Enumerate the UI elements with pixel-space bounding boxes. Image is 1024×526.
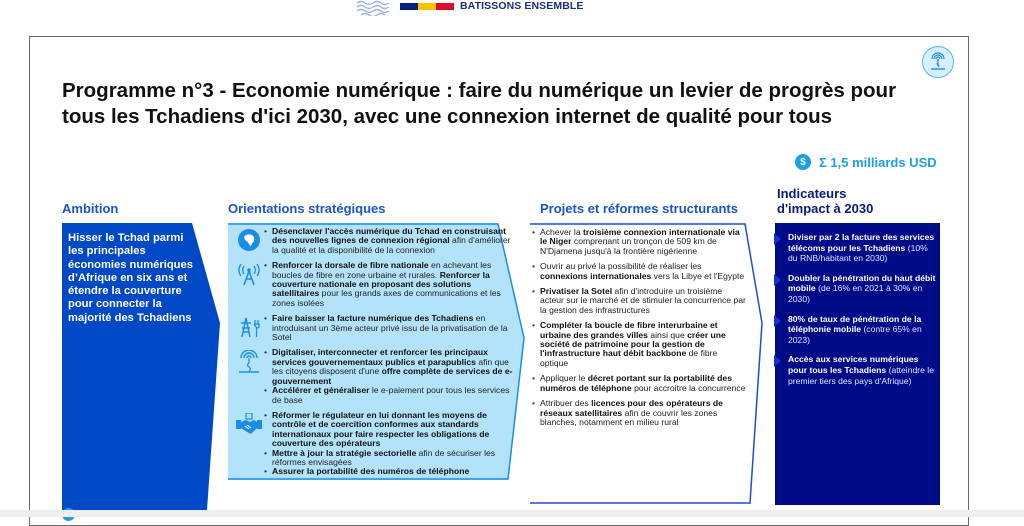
indicateurs-list [788, 232, 936, 395]
digital-antenna-icon [922, 46, 954, 78]
indicateur-item [788, 232, 936, 264]
page-title [62, 78, 942, 130]
indicateurs-line-1: Indicateurs [777, 186, 847, 201]
orientation-bullet: • Digitaliser, interconnecter et renforcer les principaux services gouvernementaux publics et parapublics afin que les citoyens disposent d'une offre complète de services de e-gouvernement [264, 348, 519, 386]
orientation-item [234, 411, 519, 477]
orientation-bullet: • Accélérer et généraliser le e-paiement pour tous les services de base [264, 386, 519, 405]
column-header-orientations: Orientations stratégiques [228, 201, 386, 216]
indicateur-item [788, 354, 936, 386]
waves-logo-icon [355, 0, 393, 16]
title-line-1: Programme n°3 - Economie numérique : faire du numérique un levier de progrès pour [62, 79, 897, 102]
radio-tower-icon [234, 261, 264, 308]
ambition-text: Hisser le Tchad parmi les principales économies numériques d’Afrique en six ans et étendre la couverture pour connecter la majorité des Tchadiens [68, 232, 193, 324]
chevron-right-icon [774, 355, 781, 367]
indicateur-text: 80% de taux de pénétration de la téléphonie mobile (contre 65% en 2023) [788, 313, 922, 345]
projet-item: • Ouvrir au privé la possibilité de réaliser les connexions internationales vers la Libye et l'Egypte [532, 262, 747, 281]
projet-item: • Appliquer le décret portant sur la portabilité des numéros de téléphone pour accroitre la concurrence [532, 374, 747, 393]
orientation-item [234, 261, 519, 308]
orientation-bullets [264, 314, 519, 342]
orientation-bullets [264, 227, 519, 255]
orientations-list [234, 227, 519, 483]
projet-item: • Attribuer des licences pour des opérateurs de réseaux satellitaires afin de couvrir les zones blanches, notamment en milieu rural [532, 399, 747, 427]
orientation-bullets [264, 261, 519, 308]
orientation-bullet: • Réformer le régulateur en lui donnant les moyens de contrôle et de coercition conformes aux standards internationaux pour faire respecter les obligations de couverture des opérateurs [264, 411, 519, 449]
orientation-bullets [264, 411, 519, 477]
orientation-bullet: • Faire baisser la facture numérique des Tchadiens en introduisant un 3ème acteur privé issu de la privatisation de la Sotel [264, 314, 519, 342]
budget-label: Σ 1,5 milliards USD [819, 154, 937, 170]
title-line-2: tous les Tchadiens d'ici 2030, avec une connexion internet de qualité pour tous [62, 105, 833, 128]
projet-item: • Achever la troisième connexion internationale via le Niger comprenant un tronçon de 509 km de N'Djamena jusqu'à la frontière nigérienne [532, 228, 747, 256]
indicateur-text: Doubler la pénétration du haut débit mobile (de 16% en 2021 à 30% en 2030) [788, 272, 936, 304]
budget-total [795, 154, 937, 170]
indicateur-text: Accès aux services numériques pour tous les Tchadiens (atteindre le premier tiers des pays d'Afrique) [788, 354, 934, 386]
flag-stripe-yellow [418, 3, 436, 10]
chevron-right-icon [774, 315, 781, 327]
column-header-ambition: Ambition [62, 201, 119, 216]
orientation-bullets [264, 348, 519, 404]
indicateur-text: Diviser par 2 la facture des services télécoms pour les Tchadiens (10% du RNB/habitant en 2030) [788, 232, 935, 264]
orientation-bullet: • Désenclaver l'accès numérique du Tchad en construisant des nouvelles lignes de connexion régional afin d'améliorer la qualité et la disponibilité de la connexion [264, 227, 519, 255]
indicateur-item [788, 314, 936, 346]
column-header-projets: Projets et réformes structurants [540, 201, 738, 216]
orientation-item [234, 227, 519, 255]
chevron-right-icon [774, 274, 781, 286]
orientation-item [234, 348, 519, 404]
projets-list [532, 228, 747, 433]
flag-stripe-red [436, 3, 454, 10]
orientation-item [234, 314, 519, 342]
orientation-bullet: • Renforcer la dorsale de fibre nationale en achevant les boucles de fibre en zone urbaine et rurales. Renforcer la couverture nationale en proposant des solutions satellitaires pour les grands axes de communications et les zones isolées [264, 261, 519, 308]
orientation-bullet: • Assurer la portabilité des numéros de téléphone [264, 467, 519, 476]
header-tagline: BATISSONS ENSEMBLE [460, 0, 584, 12]
projet-item: • Privatiser la Sotel afin d'introduire un troisième acteur sur le marché et de stimuler la concurrence par la gestion des infrastructures [532, 287, 747, 315]
top-header [0, 0, 1024, 22]
orientation-bullet: • Mettre à jour la stratégie sectorielle afin de sécuriser les réformes envisagées [264, 449, 519, 468]
indicateurs-line-2: d'impact à 2030 [777, 201, 874, 216]
handshake-icon [234, 411, 264, 477]
indicateur-item [788, 273, 936, 305]
power-pylon-plug-icon [234, 314, 264, 342]
chevron-right-icon [774, 233, 781, 245]
dollar-coin-icon: $ [795, 154, 811, 170]
projet-item: • Compléter la boucle de fibre interurbaine et urbaine des grandes villes ainsi que créer une société de patrimoine pour la gestion de l'infrastructure haut débit backbone de fibre optique [532, 321, 747, 368]
africa-map-icon [234, 227, 264, 255]
flag-stripe-blue [400, 3, 418, 10]
column-header-indicateurs [777, 186, 873, 216]
scroll-edge [0, 510, 1024, 517]
signal-antenna-icon [234, 348, 264, 404]
